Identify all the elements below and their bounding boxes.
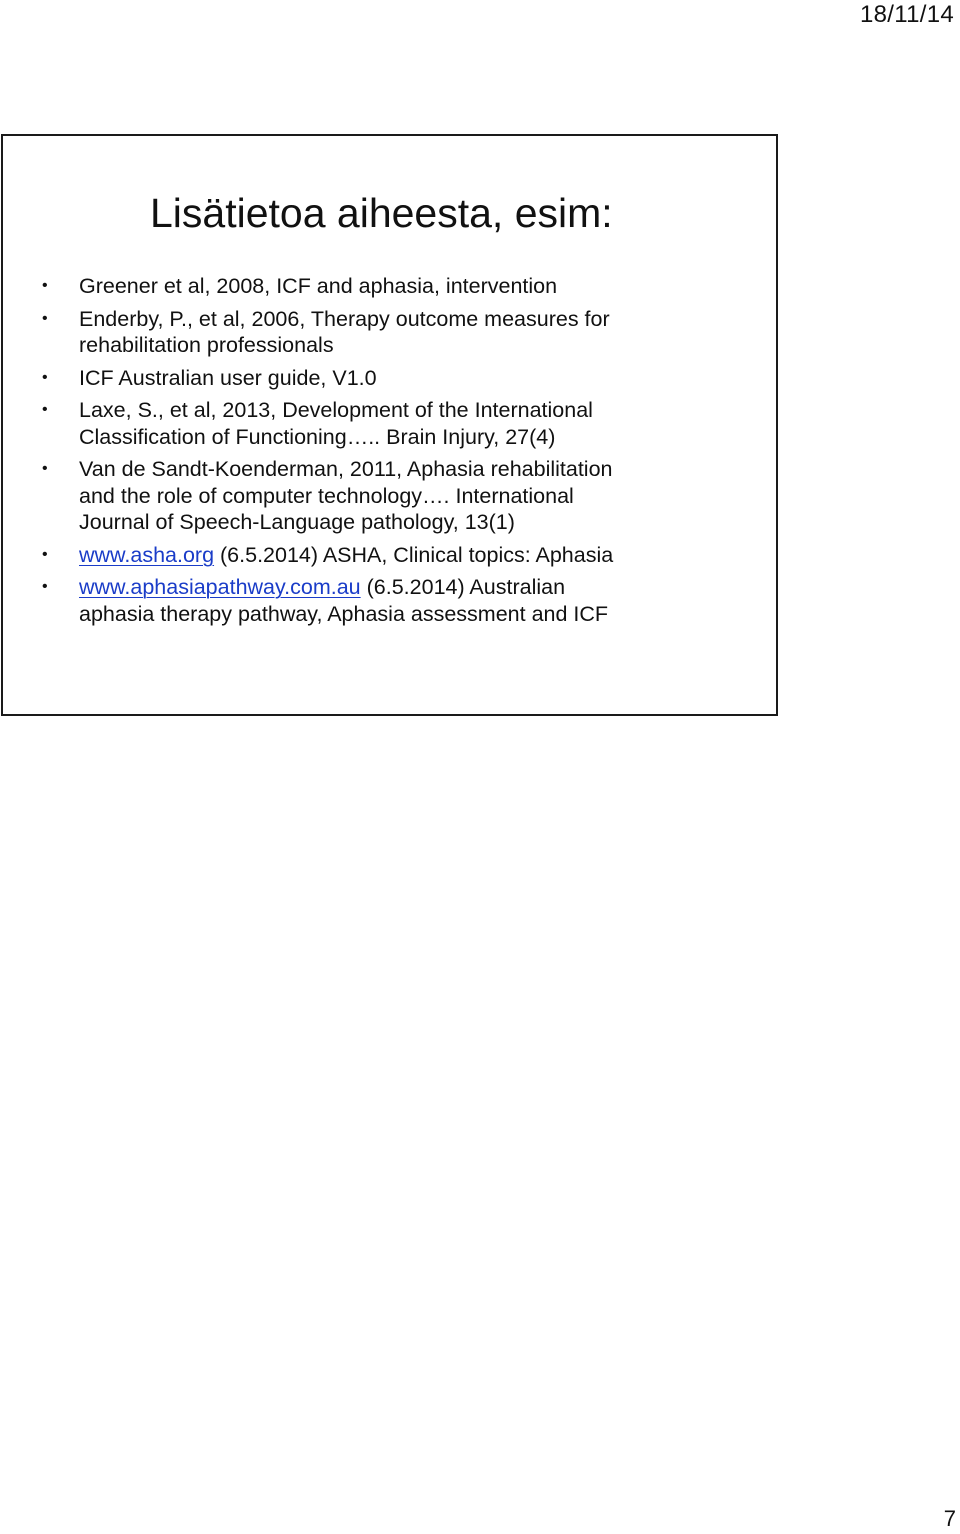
bullet-icon: • [42,545,48,563]
reference-text: ICF Australian user guide, V1.0 [79,365,377,390]
list-item-van-de-sandt [39,456,774,536]
list-item-greener [39,273,774,300]
reference-text [79,574,774,601]
page-number: 7 [943,1506,956,1531]
reference-list [39,273,774,633]
list-item-laxe [39,397,774,450]
slide-title: Lisätietoa aiheesta, esim: [150,190,613,236]
bullet-icon: • [42,277,48,294]
reference-text: Laxe, S., et al, 2013, Development of the International [79,398,593,422]
reference-text-continued: Classification of Functioning….. Brain Injury, 27(4) [79,424,556,449]
list-item-aphasia-pathway [39,574,774,627]
reference-text [79,542,774,569]
reference-text-suffix: (6.5.2014) Australian [360,575,566,599]
reference-text-continued: rehabilitation professionals [79,333,334,357]
reference-text-continued: and the role of computer technology…. International [79,483,574,508]
page-date: 18/11/14 [859,1,954,28]
aphasia-pathway-link[interactable]: www.aphasiapathway.com.au [79,575,361,599]
reference-text: Greener et al, 2008, ICF and aphasia, intervention [79,274,558,298]
bullet-icon: • [42,401,48,418]
reference-text: Enderby, P., et al, 2006, Therapy outcome measures for [79,306,610,331]
slide-frame [1,134,778,716]
reference-text-continued: aphasia therapy pathway, Aphasia assessment and ICF [79,601,609,626]
bullet-icon: • [42,309,48,327]
reference-text-continued: Journal of Speech-Language pathology, 13(1) [79,510,515,534]
bullet-icon: • [42,460,48,477]
reference-text-suffix: (6.5.2014) ASHA, Clinical topics: Aphasia [214,542,614,567]
list-item-enderby [39,306,774,359]
list-item-icf-guide [39,365,774,392]
reference-text: Van de Sandt-Koenderman, 2011, Aphasia rehabilitation [79,457,613,481]
asha-link[interactable]: www.asha.org [79,542,215,567]
list-item-asha [39,542,774,569]
bullet-icon: • [42,578,48,595]
bullet-icon: • [42,368,48,386]
